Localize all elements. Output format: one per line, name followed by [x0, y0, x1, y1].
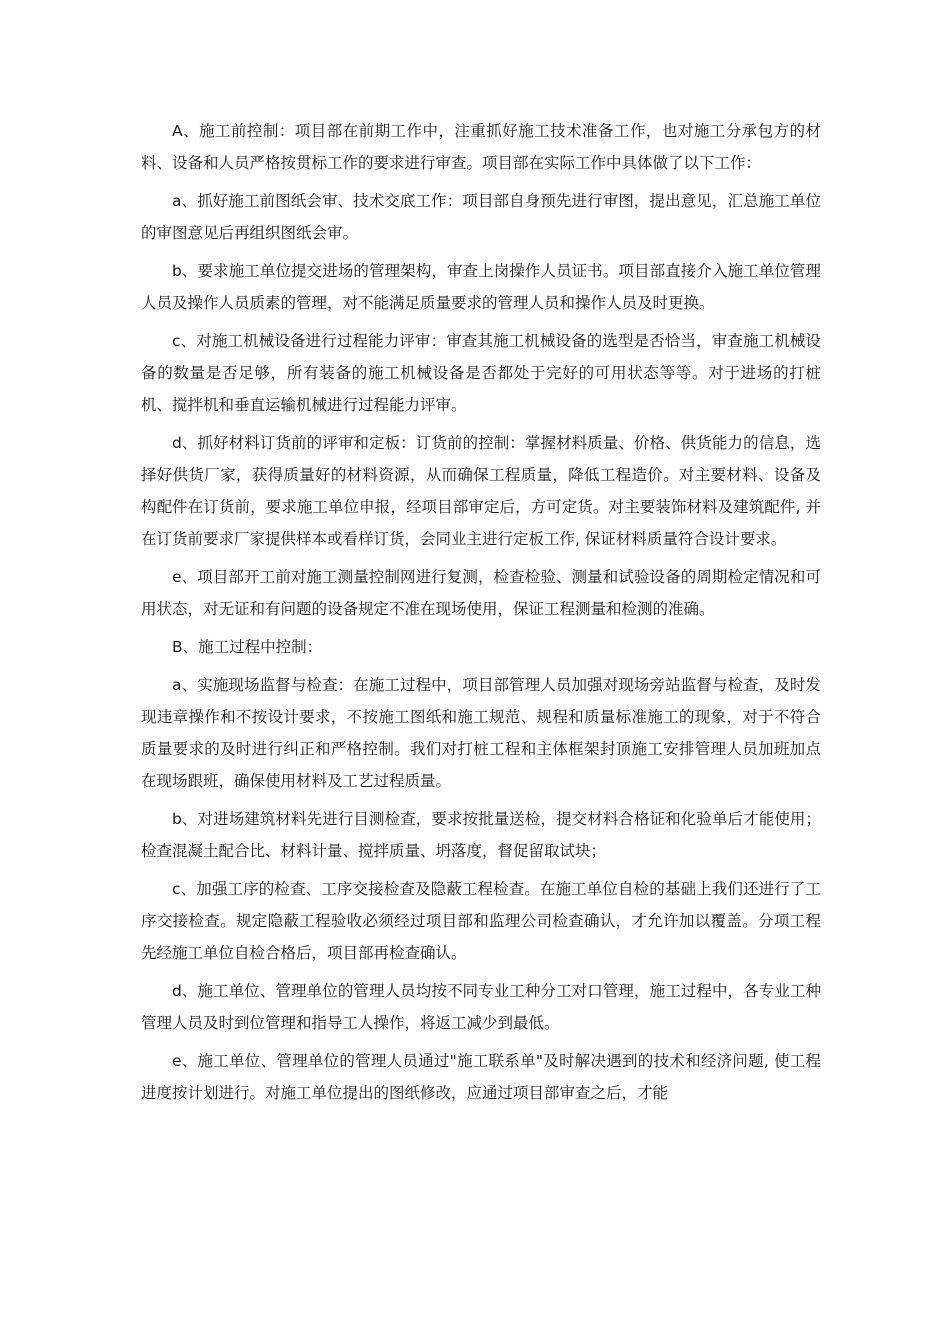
paragraph-e-contact-sheet: e、施工单位、管理单位的管理人员通过"施工联系单"及时解决遇到的技术和经济问题, 使工程进度按计划进行。对施工单位提出的图纸修改，应通过项目部审查之后，才能	[141, 1052, 821, 1102]
paragraph-c-equipment-review: c、对施工机械设备进行过程能力评审：审查其施工机械设备的选型是否恰当，审查施工机械设备的数量是否足够，所有装备的施工机械设备是否都处于完好的可用状态等等。对于进场的打桩机、搅拌机和垂直运输机械进行过程能力评审。	[141, 332, 821, 414]
paragraph-a-site-supervision: a、实施现场监督与检查：在施工过程中，项目部管理人员加强对现场旁站监督与检查，及时发现违章操作和不按设计要求，不按施工图纸和施工规范、规程和质量标准施工的现象，对于不符合质量要求的及时进行纠正和严格控制。我们对打桩工程和主体框架封顶施工安排管理人员加班加点在现场跟班，确保使用材料及工艺过程质量。	[141, 676, 821, 790]
paragraph-a-pre-construction-control: A、施工前控制：项目部在前期工作中，注重抓好施工技术准备工作，也对施工分承包方的材料、设备和人员严格按贯标工作的要求进行审查。项目部在实际工作中具体做了以下工作：	[141, 122, 821, 172]
paragraph-e-survey-recheck: e、项目部开工前对施工测量控制网进行复测，检查检验、测量和试验设备的周期检定情况和可用状态，对无证和有问题的设备规定不准在现场使用，保证工程测量和检测的准确。	[141, 568, 821, 618]
paragraph-b-material-inspection: b、对进场建筑材料先进行目测检查，要求按批量送检，提交材料合格证和化验单后才能使用；检查混凝土配合比、材料计量、搅拌质量、坍落度，督促留取试块；	[141, 810, 821, 860]
paragraph-d-material-ordering: d、抓好材料订货前的评审和定板：订货前的控制：掌握材料质量、价格、供货能力的信息，选择好供货厂家，获得质量好的材料资源，从而确保工程质量，降低工程造价。对主要材料、设备及构配件在订货前，要求施工单位申报，经项目部审定后，方可定货。对主要装饰材料及建筑配件, 并在订货前要求厂家提供样本或看样订货，会同业主进行定板工作, 保证材料质量符合设计要求。	[141, 434, 821, 548]
paragraph-b-in-process-control: B、施工过程中控制：	[172, 638, 323, 656]
paragraph-b-management-structure: b、要求施工单位提交进场的管理架构，审查上岗操作人员证书。项目部直接介入施工单位管理人员及操作人员质素的管理，对不能满足质量要求的管理人员和操作人员及时更换。	[141, 262, 821, 312]
paragraph-c-process-inspection: c、加强工序的检查、工序交接检查及隐蔽工程检查。在施工单位自检的基础上我们还进行了工序交接检查。规定隐蔽工程验收必须经过项目部和监理公司检查确认，才允许加以覆盖。分项工程先经施工单位自检合格后，项目部再检查确认。	[141, 880, 821, 962]
paragraph-d-specialized-management: d、施工单位、管理单位的管理人员均按不同专业工种分工对口管理，施工过程中，各专业工种管理人员及时到位管理和指导工人操作，将返工减少到最低。	[141, 982, 821, 1032]
document-body	[141, 115, 821, 1115]
paragraph-a-drawing-review: a、抓好施工前图纸会审、技术交底工作：项目部自身预先进行审图，提出意见，汇总施工单位的审图意见后再组织图纸会审。	[141, 192, 821, 242]
